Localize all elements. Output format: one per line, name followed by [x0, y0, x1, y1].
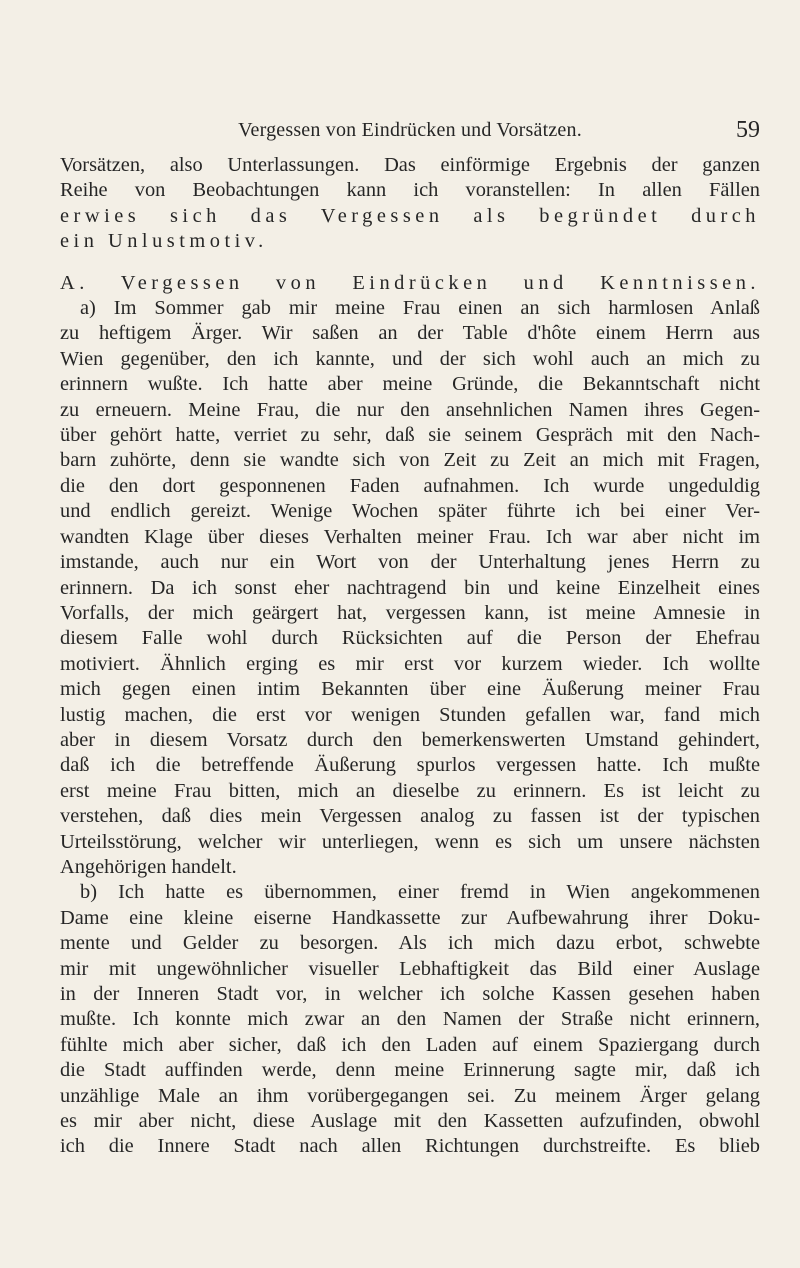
text-line: die Stadt auffinden werde, denn meine Erinnerung sagte mir, daß ich — [60, 1059, 760, 1082]
section-heading: A. Vergessen von Eindrücken und Kenntnissen. — [60, 271, 760, 294]
text-line: es mir aber nicht, diese Auslage mit den Kassetten aufzufinden, obwohl — [60, 1110, 760, 1133]
running-header — [60, 115, 760, 145]
text-line: a) Im Sommer gab mir meine Frau einen an sich harmlosen Anlaß — [80, 297, 760, 320]
text-line: diesem Falle wohl durch Rücksichten auf die Person der Ehefrau — [60, 627, 760, 650]
text-line: verstehen, daß dies mein Vergessen analog zu fassen ist der typischen — [60, 805, 760, 828]
text-line: wandten Klage über dieses Verhalten meiner Frau. Ich war aber nicht im — [60, 525, 760, 548]
text-line: erwies sich das Vergessen als begründet durch — [60, 204, 760, 227]
text-line: fühlte mich aber sicher, daß ich den Laden auf einem Spaziergang durch — [60, 1033, 760, 1056]
text-line: erinnern wußte. Ich hatte aber meine Gründe, die Bekanntschaft nicht — [60, 373, 760, 396]
text-line: zu heftigem Ärger. Wir saßen an der Table d'hôte einem Herrn aus — [60, 322, 760, 345]
text-line: Wien gegenüber, den ich kannte, und der sich wohl auch an mich zu — [60, 347, 760, 370]
page-number: 59 — [736, 117, 760, 143]
text-line: Vorsätzen, also Unterlassungen. Das einförmige Ergebnis der ganzen — [60, 154, 760, 176]
text-line: in der Inneren Stadt vor, in welcher ich solche Kassen gesehen haben — [60, 983, 760, 1005]
text-line: barn zuhörte, denn sie wandte sich von Zeit zu Zeit an mich mit Fragen, — [60, 449, 760, 472]
text-line: daß ich die betreffende Äußerung spurlos vergessen hatte. Ich mußte — [60, 754, 760, 777]
text-line: imstande, auch nur ein Wort von der Unterhaltung jenes Herrn zu — [60, 551, 760, 574]
text-line: lustig machen, die erst vor wenigen Stunden gefallen war, fand mich — [60, 703, 760, 726]
running-title: Vergessen von Eindrücken und Vorsätzen. — [238, 119, 582, 141]
section-gap — [60, 255, 760, 271]
text-line: ich die Innere Stadt nach allen Richtungen durchstreifte. Es blieb — [60, 1135, 760, 1158]
text-line: mir mit ungewöhnlicher visueller Lebhaftigkeit das Bild einer Auslage — [60, 957, 760, 980]
text-line: Vorfalls, der mich geärgert hat, vergessen kann, ist meine Amnesie in — [60, 601, 760, 624]
text-line: Dame eine kleine eiserne Handkassette zur Aufbewahrung ihrer Doku- — [60, 906, 760, 929]
text-line: erst meine Frau bitten, mich an dieselbe zu erinnern. Es ist leicht zu — [60, 779, 760, 802]
text-line: und endlich gereizt. Wenige Wochen später führte ich bei einer Ver- — [60, 500, 760, 523]
text-line: aber in diesem Vorsatz durch den bemerkenswerten Umstand gehindert, — [60, 728, 760, 751]
text-line: mich gegen einen intim Bekannten über eine Äußerung meiner Frau — [60, 678, 760, 701]
text-line: unzählige Male an ihm vorübergegangen sei. Zu meinem Ärger gelang — [60, 1084, 760, 1107]
text-line: erinnern. Da ich sonst eher nachtragend bin und keine Einzelheit eines — [60, 576, 760, 599]
text-line: b) Ich hatte es übernommen, einer fremd in Wien angekommenen — [80, 881, 760, 904]
body-text — [60, 153, 760, 1160]
text-line: ein Unlustmotiv. — [60, 230, 268, 253]
text-line: motiviert. Ähnlich erging es mir erst vor kurzem wieder. Ich wollte — [60, 652, 760, 675]
text-line: mußte. Ich konnte mich zwar an den Namen der Straße nicht erinnern, — [60, 1008, 760, 1031]
text-line: über gehört hatte, verriet zu sehr, daß sie seinem Gespräch mit den Nach- — [60, 424, 760, 447]
text-line: Reihe von Beobachtungen kann ich voranstellen: In allen Fällen — [60, 179, 760, 202]
text-line: die den dort gesponnenen Faden aufnahmen. Ich wurde ungeduldig — [60, 474, 760, 497]
text-line: zu erneuern. Meine Frau, die nur den ansehnlichen Namen ihres Gegen- — [60, 398, 760, 421]
text-line: mente und Gelder zu besorgen. Als ich mich dazu erbot, schwebte — [60, 932, 760, 955]
text-line: Angehörigen handelt. — [60, 855, 237, 878]
text-line: Urteilsstörung, welcher wir unterliegen, wenn es sich um unsere nächsten — [60, 830, 760, 853]
